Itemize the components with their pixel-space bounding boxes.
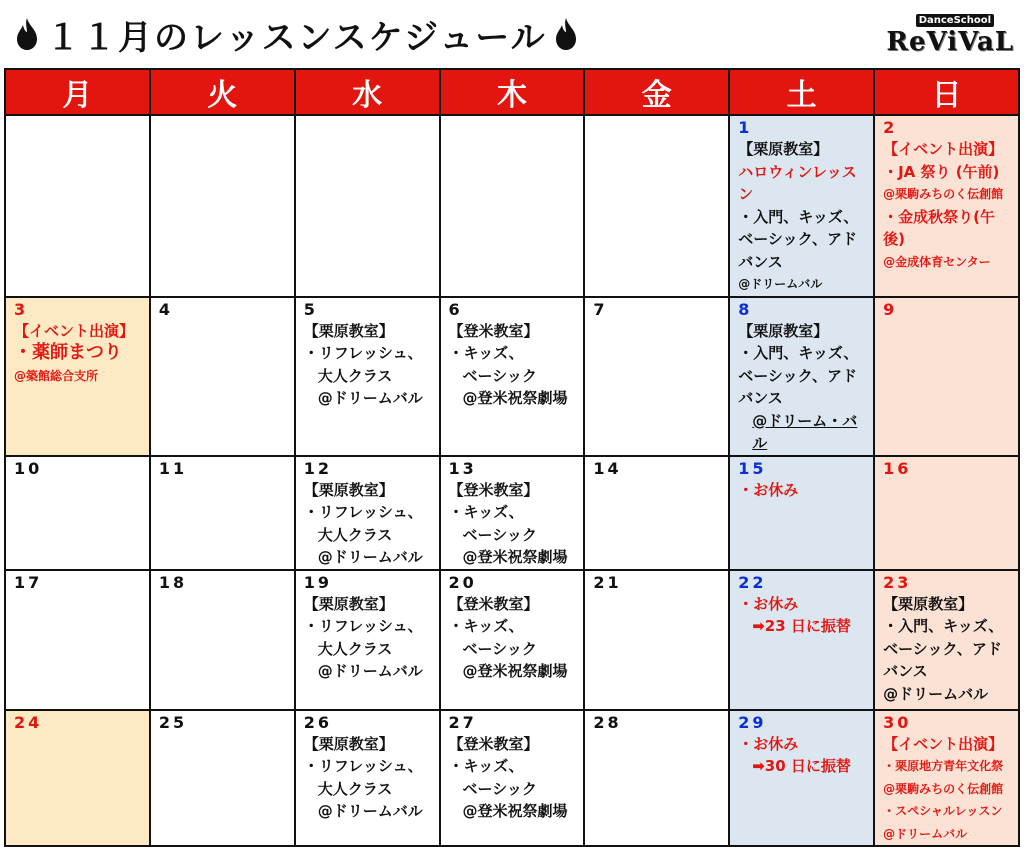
event-line: ・キッズ、 xyxy=(448,617,524,635)
weekday-header-sun: 日 xyxy=(874,69,1019,115)
day-cell-fri xyxy=(584,710,729,847)
day-number: 22 xyxy=(738,572,767,592)
day-cell-tue xyxy=(150,570,295,710)
day-cell-tue xyxy=(150,710,295,847)
event-line: ベーシック、アド xyxy=(883,639,1002,658)
event-line: @ドリームバル xyxy=(317,548,423,566)
day-cell-sun xyxy=(874,570,1019,710)
day-number: 6 xyxy=(448,299,463,319)
day-number: 1 xyxy=(738,118,753,137)
day-cell-fri xyxy=(584,297,729,456)
event-line: 【登米教室】 xyxy=(448,321,539,340)
event-line: ・キッズ、 xyxy=(448,503,524,521)
day-cell-wed xyxy=(295,115,440,297)
day-number: 26 xyxy=(303,712,332,732)
day-number: 24 xyxy=(14,712,43,732)
event-line: ・キッズ、 xyxy=(448,344,524,362)
event-line: ➡23 日に振替 xyxy=(752,617,851,635)
day-number: 13 xyxy=(448,458,477,478)
event-line: @築館総合支所 xyxy=(14,368,99,383)
day-number: 27 xyxy=(448,712,477,732)
event-line: @登米祝祭劇場 xyxy=(462,802,568,820)
event-line: @金成体育センター xyxy=(883,254,991,269)
day-number: 3 xyxy=(14,299,29,319)
day-cell-sat xyxy=(729,570,874,710)
logo xyxy=(864,8,1014,58)
day-cell-sun xyxy=(874,456,1019,570)
event-line: 【登米教室】 xyxy=(448,480,539,499)
event-line: @栗駒みちのく伝創館 xyxy=(883,187,1004,201)
event-line: 【イベント出演】 xyxy=(883,140,1004,158)
event-line: ・リフレッシュ、 xyxy=(303,757,423,775)
day-cell-tue xyxy=(150,456,295,570)
day-cell-thu xyxy=(440,297,585,456)
day-cell-wed xyxy=(295,456,440,570)
day-number: 4 xyxy=(158,299,173,319)
weekday-header-thu: 木 xyxy=(440,69,585,115)
event-line: ベーシック xyxy=(462,639,537,658)
event-line: ・お休み xyxy=(738,594,799,613)
event-line: 【イベント出演】 xyxy=(14,321,135,340)
day-number: 5 xyxy=(303,299,318,319)
week-row xyxy=(5,710,1019,847)
flame-icon xyxy=(14,17,40,51)
logo-school-text: DanceSchool xyxy=(916,14,994,27)
page-title xyxy=(8,10,585,58)
event-line: バンス xyxy=(738,389,783,407)
day-number: 29 xyxy=(738,712,767,732)
event-line: 【栗原教室】 xyxy=(303,734,394,753)
week-row xyxy=(5,570,1019,710)
event-line: @ドリームバル xyxy=(738,277,823,291)
event-line: ・入門、キッズ、 xyxy=(738,207,859,226)
title-text: １１月のレッスンスケジュール xyxy=(46,17,547,58)
event-line: 【栗原教室】 xyxy=(883,594,974,613)
weekday-header-wed: 水 xyxy=(295,69,440,115)
day-cell-mon xyxy=(5,710,150,847)
day-number: 28 xyxy=(593,712,622,732)
event-line: 【栗原教室】 xyxy=(303,480,394,499)
day-cell-sat xyxy=(729,297,874,456)
day-cell-thu xyxy=(440,115,585,297)
event-line: @ドリームバル xyxy=(883,826,968,841)
weekday-header-row xyxy=(5,69,1019,115)
day-number: 19 xyxy=(303,572,332,592)
event-line: @ドリームバル xyxy=(317,662,423,680)
event-line: バンス xyxy=(738,252,783,271)
calendar-table xyxy=(4,68,1020,847)
event-line: 大人クラス xyxy=(317,779,393,798)
event-line: 【登米教室】 xyxy=(448,594,539,613)
weekday-header-mon: 月 xyxy=(5,69,150,115)
event-line: ・金成秋祭り(午後) xyxy=(883,207,995,248)
day-number: 14 xyxy=(593,458,622,478)
week-row xyxy=(5,456,1019,570)
day-cell-mon xyxy=(5,297,150,456)
logo-brand-text: ReViVaL xyxy=(886,27,1014,57)
day-number: 23 xyxy=(883,572,912,592)
day-number: 11 xyxy=(158,458,188,478)
event-line: ・薬師まつり xyxy=(14,342,122,363)
event-line: ・入門、キッズ、 xyxy=(738,344,859,362)
event-line: ・リフレッシュ、 xyxy=(303,503,423,521)
day-cell-thu xyxy=(440,456,585,570)
event-line: 【栗原教室】 xyxy=(738,140,829,158)
day-number: 25 xyxy=(158,712,188,732)
event-line: ベーシック xyxy=(462,525,537,544)
day-cell-sat xyxy=(729,115,874,297)
day-cell-mon xyxy=(5,456,150,570)
day-number: 8 xyxy=(738,299,753,319)
week-row xyxy=(5,115,1019,297)
event-line: @登米祝祭劇場 xyxy=(462,548,568,566)
event-line: ・リフレッシュ、 xyxy=(303,344,423,362)
day-number: 30 xyxy=(883,712,912,732)
event-line: 【栗原教室】 xyxy=(738,321,829,340)
event-line: ・スペシャルレッスン xyxy=(883,804,1003,818)
day-cell-fri xyxy=(584,115,729,297)
day-number: 18 xyxy=(158,572,188,592)
event-line: @ドリームバル xyxy=(883,684,989,703)
day-cell-sun xyxy=(874,710,1019,847)
weekday-header-fri: 金 xyxy=(584,69,729,115)
event-line: ・お休み xyxy=(738,480,799,499)
event-line: @ドリーム・バル xyxy=(752,411,858,452)
weekday-header-sat: 土 xyxy=(729,69,874,115)
event-line: 【栗原教室】 xyxy=(303,321,394,340)
day-cell-mon xyxy=(5,115,150,297)
event-line: @登米祝祭劇場 xyxy=(462,662,568,680)
day-number: 2 xyxy=(883,118,898,137)
event-line: ベーシック xyxy=(462,366,537,385)
day-cell-sat xyxy=(729,456,874,570)
event-line: ベーシック xyxy=(462,779,537,798)
day-cell-wed xyxy=(295,297,440,456)
event-line: @ドリームバル xyxy=(317,389,423,407)
day-cell-thu xyxy=(440,710,585,847)
day-cell-sun xyxy=(874,297,1019,456)
day-cell-thu xyxy=(440,570,585,710)
event-line: 大人クラス xyxy=(317,525,393,544)
weekday-header-tue: 火 xyxy=(150,69,295,115)
day-cell-wed xyxy=(295,710,440,847)
event-line: 【イベント出演】 xyxy=(883,734,1004,753)
event-line: 【栗原教室】 xyxy=(303,594,394,613)
event-line: 大人クラス xyxy=(317,366,393,385)
day-cell-mon xyxy=(5,570,150,710)
event-line: ベーシック、アド xyxy=(738,366,858,385)
day-number: 20 xyxy=(448,572,477,592)
event-line: @登米祝祭劇場 xyxy=(462,389,568,407)
day-number: 16 xyxy=(883,458,912,478)
day-cell-fri xyxy=(584,456,729,570)
event-line: @ドリームバル xyxy=(317,802,423,820)
day-cell-fri xyxy=(584,570,729,710)
event-line: ・お休み xyxy=(738,734,799,753)
day-number: 7 xyxy=(593,299,608,319)
day-number: 21 xyxy=(593,572,622,592)
event-line: ➡30 日に振替 xyxy=(752,757,851,775)
day-cell-tue xyxy=(150,115,295,297)
day-number: 10 xyxy=(14,458,43,478)
event-line: ・栗原地方青年文化祭 xyxy=(883,759,1004,773)
day-cell-sun xyxy=(874,115,1019,297)
event-line: ベーシック、アド xyxy=(738,230,858,248)
day-number: 12 xyxy=(303,458,332,478)
day-cell-tue xyxy=(150,297,295,456)
event-line: ・JA 祭り (午前) xyxy=(883,162,1000,181)
event-line: バンス xyxy=(883,662,928,680)
week-row xyxy=(5,297,1019,456)
event-line: 大人クラス xyxy=(317,639,393,658)
flame-icon xyxy=(553,17,579,51)
day-number: 15 xyxy=(738,458,767,478)
event-line: ・入門、キッズ、 xyxy=(883,617,1004,635)
event-line: ・リフレッシュ、 xyxy=(303,617,423,635)
event-line: 【登米教室】 xyxy=(448,734,539,753)
event-line: ハロウィンレッスン xyxy=(738,162,857,203)
event-line: @栗駒みちのく伝創館 xyxy=(883,781,1004,796)
event-line: ・キッズ、 xyxy=(448,757,524,775)
day-cell-wed xyxy=(295,570,440,710)
day-number: 9 xyxy=(883,299,898,319)
day-number: 17 xyxy=(14,572,43,592)
day-cell-sat xyxy=(729,710,874,847)
